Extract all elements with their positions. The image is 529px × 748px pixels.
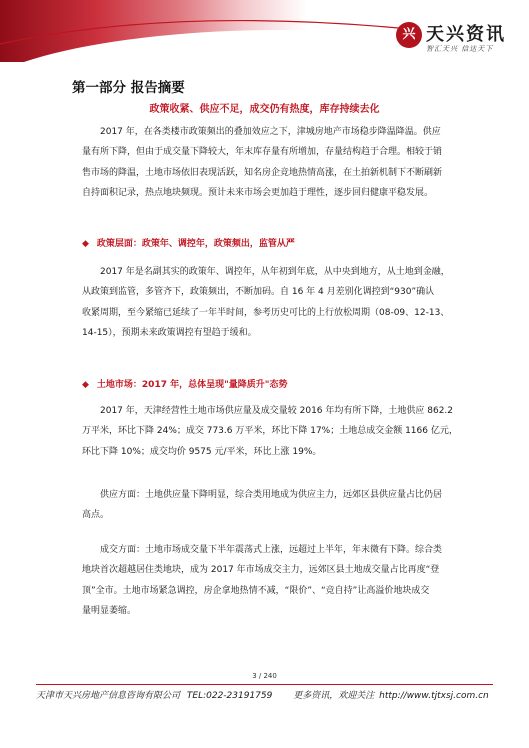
text-line: 自持面积记录，热点地块频现。预计未来市场会更加趋于理性，逐步回归健康平稳发展。 [82, 188, 434, 199]
bullet-heading-land [82, 377, 287, 390]
text-line: 成交方面：土地市场成交量下半年震荡式上涨，远超过上半年，年末微有下降。综合类 [100, 545, 443, 555]
bullet-heading-text: 土地市场：2017 年，总体呈现"量降质升"态势 [96, 380, 288, 390]
text-line: 2017 年是名副其实的政策年、调控年，从年初到年底，从中央到地方，从土地到金融， [100, 267, 450, 277]
paragraph-supply [82, 485, 467, 526]
footer [36, 688, 489, 701]
text-line: 万平米，环比下降 24%；成交 773.6 万平米，环比下降 17%；土地总成交金额 1166 亿元， [82, 426, 458, 437]
paragraph-overview [82, 122, 467, 204]
text-line: 供应方面：土地供应量下降明显，综合类用地成为供应主力，远郊区县供应量占比仍居 [100, 490, 443, 500]
bullet-heading-policy [82, 236, 295, 249]
section-subtitle: 政策收紧、供应不足，成交仍有热度，库存持续去化 [149, 104, 380, 115]
paragraph-policy [82, 262, 467, 344]
logo-name: 天兴资讯 [426, 24, 506, 45]
text-line: 高点。 [82, 510, 110, 521]
footer-more: 更多资讯，欢迎关注 [293, 691, 375, 701]
text-line: 地块首次超越居住类地块，成为 2017 年市场成交主力，远郊区县土地成交量占比再度“登 [82, 565, 440, 576]
bullet-heading-text: 政策层面：政策年、调控年，政策频出，监管从严 [96, 239, 295, 249]
company-logo [396, 22, 529, 58]
text-line: 量有所下降，但由于成交量下降较大，年末库存量有所增加，存量结构趋于合理。相较于销 [82, 147, 443, 158]
part-title: 第一部分 报告摘要 [72, 80, 185, 96]
footer-divider [36, 684, 493, 685]
text-line: 量明显萎缩。 [82, 606, 137, 617]
text-line: 2017 年，在各类楼市政策频出的叠加效应之下，津城房地产市场稳步降温降温。供应 [100, 127, 441, 137]
diamond-bullet-icon: ◆ [82, 380, 89, 390]
text-line: 从政策到监管，多管齐下，政策频出，不断加码。自 16 年 4 月差别化调控到“930”确认 [82, 287, 435, 298]
paragraph-transactions [82, 540, 467, 622]
text-line: 售市场的降温，土地市场依旧表现活跃，知名房企竞地热情高涨，在土拍新机制下不断刷新 [82, 167, 443, 178]
logo-seal-icon: 兴 [396, 22, 422, 48]
footer-tel: TEL:022-23191759 [186, 691, 273, 701]
text-line: 收紧周期，至今紧缩已延续了一年半时间，参考历史可比的上行放松周期（08-09、12-13、 [82, 307, 450, 318]
diamond-bullet-icon: ◆ [82, 239, 89, 249]
text-line: 顶”全市。土地市场紧急调控，房企拿地热情不减，“限价”、“竞自持”让高溢价地块成交 [82, 585, 430, 596]
text-line: 环比下降 10%；成交均价 9575 元/平米，环比上涨 19%。 [82, 446, 322, 457]
paragraph-land-summary [82, 401, 467, 462]
page-number: 3 / 240 [252, 672, 277, 680]
footer-company: 天津市天兴房地产信息咨询有限公司 [36, 691, 181, 701]
text-line: 14-15），预期未来政策调控有望趋于缓和。 [82, 328, 257, 339]
logo-slogan: 智汇天兴 信达天下 [426, 45, 494, 53]
footer-url-link[interactable]: http://www.tjtxsj.com.cn [379, 691, 489, 701]
text-line: 2017 年，天津经营性土地市场供应量及成交量较 2016 年均有所下降，土地供应 862.2 [100, 406, 454, 416]
